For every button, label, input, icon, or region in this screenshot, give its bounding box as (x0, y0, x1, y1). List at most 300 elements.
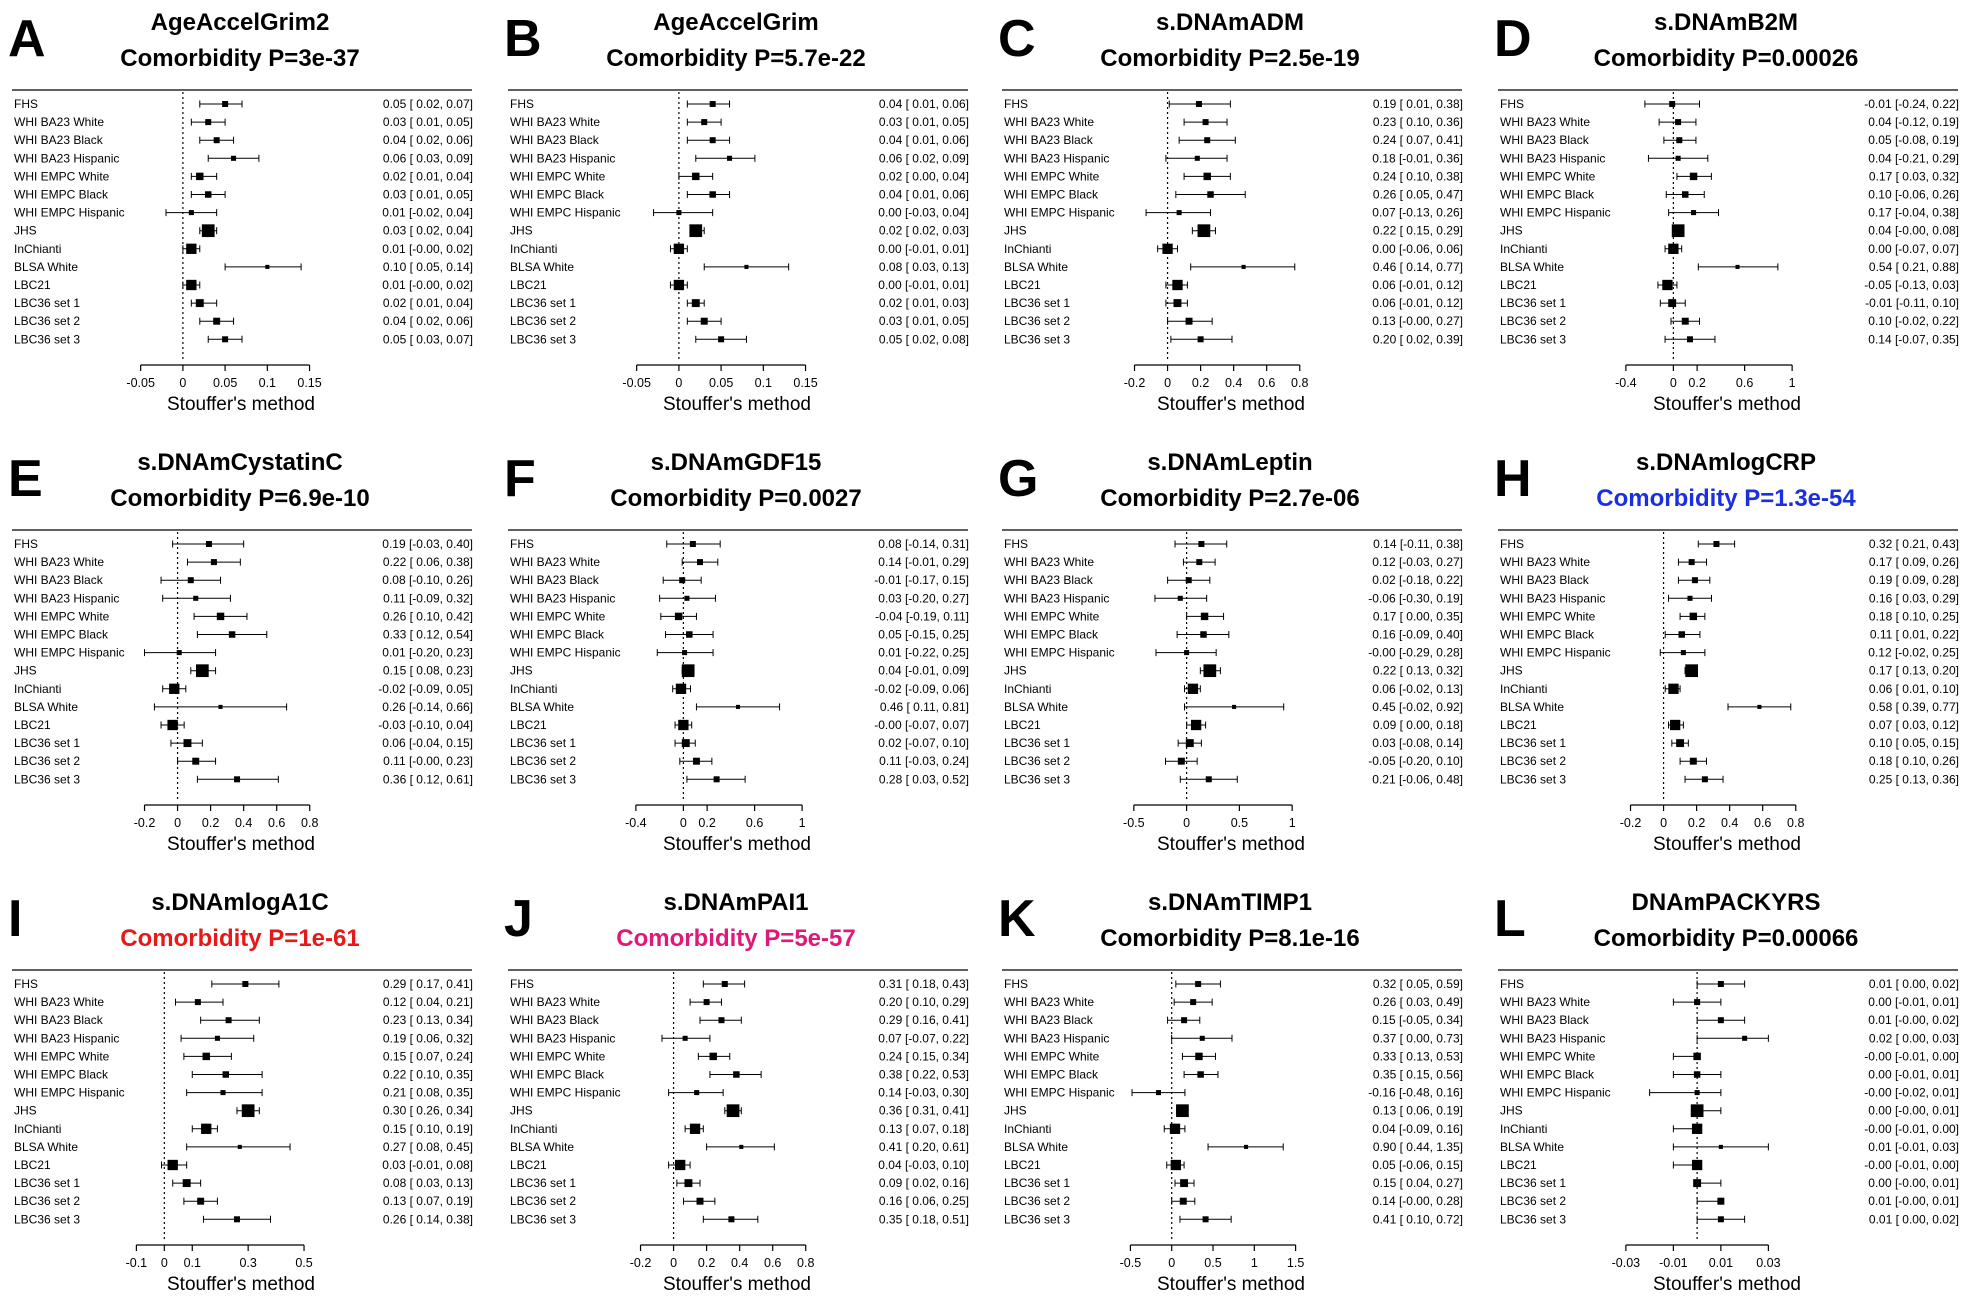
point-estimate (692, 173, 699, 180)
x-tick-label: 0.6 (1754, 816, 1772, 830)
point-estimate (1757, 705, 1761, 709)
x-tick-label: 0.05 (212, 376, 238, 390)
study-label: LBC21 (1500, 1158, 1537, 1172)
study-label: InChianti (1004, 681, 1052, 696)
ci-value-label: -0.06 [-0.30, 0.19] (1368, 591, 1463, 606)
x-tick-label: 0.2 (1688, 376, 1706, 390)
study-label: WHI BA23 Hispanic (1500, 151, 1606, 166)
point-estimate (242, 981, 248, 987)
point-estimate (679, 577, 685, 583)
ci-value-label: 0.11 [-0.00, 0.23] (383, 754, 473, 769)
study-label: LBC36 set 2 (14, 754, 81, 769)
x-tick-label: 0.6 (764, 1256, 782, 1270)
point-estimate (1678, 631, 1684, 637)
study-label: WHI BA23 Hispanic (1004, 591, 1110, 606)
x-tick-label: 0.03 (1756, 1256, 1781, 1270)
ci-value-label: -0.00 [-0.29, 0.28] (1368, 645, 1463, 660)
study-label: BLSA White (1004, 259, 1069, 274)
study-label: LBC36 set 3 (1004, 772, 1071, 787)
panel-title: s.DNAmCystatinC (137, 449, 343, 476)
point-estimate (222, 336, 228, 342)
point-estimate (188, 577, 194, 583)
point-estimate (202, 224, 215, 237)
point-estimate (196, 173, 203, 180)
point-estimate (1718, 981, 1724, 987)
study-label: LBC36 set 1 (14, 296, 81, 311)
ci-value-label: -0.02 [-0.09, 0.06] (874, 681, 969, 696)
study-label: LBC36 set 1 (1004, 296, 1071, 311)
x-tick-label: 0.15 (297, 376, 322, 390)
point-estimate (1718, 1017, 1724, 1023)
ci-value-label: 0.02 [-0.07, 0.10] (878, 736, 969, 751)
ci-value-label: 0.07 [ 0.03, 0.12] (1868, 718, 1959, 732)
study-label: WHI EMPC White (510, 1049, 606, 1064)
x-tick-label: 0.8 (1291, 376, 1309, 390)
study-label: JHS (14, 663, 37, 678)
study-label: FHS (1004, 977, 1028, 991)
ci-value-label: -0.01 [-0.11, 0.10] (1865, 296, 1959, 311)
point-estimate (727, 1104, 740, 1117)
study-label: WHI BA23 Hispanic (510, 1031, 616, 1046)
point-estimate (710, 101, 716, 107)
ci-value-label: -0.16 [-0.48, 0.16] (1368, 1085, 1463, 1100)
x-tick-label: 0 (1164, 376, 1172, 390)
ci-value-label: 0.16 [ 0.06, 0.25] (878, 1194, 969, 1209)
x-tick-label: 0 (174, 816, 182, 830)
point-estimate (1191, 720, 1201, 730)
ci-value-label: 0.01 [-0.02, 0.04] (382, 205, 473, 220)
x-tick-label: -0.4 (1615, 376, 1637, 390)
ci-value-label: 0.02 [ 0.01, 0.04] (382, 296, 473, 311)
ci-value-label: 0.05 [ 0.03, 0.07] (382, 332, 473, 347)
ci-value-label: 0.00 [-0.06, 0.06] (1372, 241, 1463, 256)
panel-f (504, 449, 969, 855)
ci-value-label: 0.46 [ 0.11, 0.81] (879, 699, 969, 714)
ci-value-label: 0.01 [-0.00, 0.02] (382, 278, 473, 292)
panel-subtitle: Comorbidity P=2.5e-19 (1100, 45, 1360, 72)
ci-value-label: 0.12 [-0.02, 0.25] (1868, 645, 1959, 660)
ci-value-label: 0.31 [ 0.18, 0.43] (878, 977, 969, 991)
ci-value-label: 0.02 [ 0.02, 0.03] (878, 223, 969, 238)
study-label: LBC36 set 3 (1004, 332, 1071, 347)
ci-value-label: 0.13 [-0.00, 0.27] (1372, 314, 1463, 329)
point-estimate (222, 101, 228, 107)
study-label: LBC21 (1004, 718, 1041, 732)
x-tick-label: -0.2 (1619, 816, 1642, 830)
point-estimate (220, 1090, 225, 1095)
point-estimate (1198, 336, 1204, 342)
ci-value-label: 0.26 [ 0.03, 0.49] (1372, 995, 1463, 1010)
study-label: WHI BA23 Black (1004, 1013, 1093, 1028)
ci-value-label: 0.03 [ 0.01, 0.05] (878, 115, 969, 130)
panel-title: s.DNAmLeptin (1147, 449, 1313, 476)
point-estimate (1190, 999, 1196, 1005)
study-label: WHI BA23 White (1500, 995, 1591, 1010)
study-label: WHI BA23 Hispanic (1004, 151, 1110, 166)
ci-value-label: 0.00 [-0.01, 0.01] (1868, 995, 1959, 1010)
x-tick-label: 0.1 (183, 1256, 201, 1270)
point-estimate (196, 299, 204, 307)
x-tick-label: 1 (1288, 816, 1296, 830)
ci-value-label: 0.04 [-0.21, 0.29] (1868, 151, 1959, 166)
ci-value-label: 0.03 [ 0.01, 0.05] (878, 314, 969, 329)
point-estimate (709, 191, 715, 197)
point-estimate (1203, 173, 1210, 180)
ci-value-label: 0.22 [ 0.13, 0.32] (1372, 663, 1463, 678)
study-label: WHI BA23 Hispanic (510, 591, 616, 606)
study-label: BLSA White (1004, 1139, 1069, 1154)
ci-value-label: 0.13 [ 0.06, 0.19] (1372, 1103, 1463, 1118)
ci-value-label: 0.22 [ 0.06, 0.38] (382, 555, 473, 570)
study-label: LBC21 (14, 1158, 51, 1172)
point-estimate (217, 613, 224, 620)
point-estimate (1244, 1145, 1248, 1149)
ci-value-label: 0.18 [ 0.10, 0.26] (1868, 754, 1959, 769)
point-estimate (1687, 596, 1692, 601)
ci-value-label: 0.17 [ 0.13, 0.20] (1868, 663, 1959, 678)
ci-value-label: 0.01 [-0.01, 0.03] (1868, 1139, 1959, 1154)
ci-value-label: 0.05 [-0.06, 0.15] (1372, 1158, 1463, 1172)
ci-value-label: 0.36 [ 0.12, 0.61] (382, 772, 473, 787)
panel-letter: G (998, 450, 1039, 508)
x-axis-label: Stouffer's method (167, 394, 315, 415)
ci-value-label: 0.06 [ 0.01, 0.10] (1868, 681, 1959, 696)
study-label: WHI BA23 Black (510, 133, 599, 148)
point-estimate (1200, 631, 1206, 637)
point-estimate (683, 1036, 688, 1041)
point-estimate (693, 758, 700, 765)
ci-value-label: 0.02 [ 0.01, 0.04] (382, 169, 473, 184)
x-tick-label: -0.5 (1123, 816, 1145, 830)
study-label: WHI BA23 White (14, 555, 105, 570)
study-label: JHS (1004, 223, 1027, 238)
point-estimate (1713, 541, 1719, 547)
ci-value-label: 0.05 [ 0.02, 0.07] (382, 97, 473, 111)
point-estimate (1156, 1090, 1161, 1095)
study-label: WHI EMPC Hispanic (1500, 1085, 1611, 1100)
ci-value-label: 0.29 [ 0.17, 0.41] (382, 977, 473, 991)
point-estimate (189, 210, 194, 215)
study-label: WHI EMPC Hispanic (1004, 645, 1115, 660)
point-estimate (1206, 776, 1212, 782)
point-estimate (682, 650, 687, 655)
ci-value-label: -0.01 [-0.24, 0.22] (1864, 97, 1959, 111)
study-label: WHI EMPC Hispanic (14, 205, 125, 220)
study-label: JHS (1500, 1103, 1523, 1118)
study-label: LBC36 set 3 (14, 1212, 81, 1227)
x-tick-label: -0.2 (629, 1256, 652, 1270)
point-estimate (1691, 1104, 1704, 1117)
point-estimate (1196, 101, 1202, 107)
point-estimate (205, 191, 211, 197)
point-estimate (1692, 577, 1698, 583)
ci-value-label: -0.00 [-0.01, 0.00] (1864, 1158, 1959, 1172)
panel-title: s.DNAmADM (1155, 9, 1305, 36)
study-label: LBC21 (14, 718, 51, 732)
study-label: WHI BA23 White (1004, 115, 1095, 130)
ci-value-label: 0.06 [-0.02, 0.13] (1372, 681, 1463, 696)
panel-letter: I (8, 890, 23, 948)
x-tick-label: 0 (679, 816, 687, 830)
x-tick-label: 0.8 (301, 816, 319, 830)
panel-a (8, 9, 473, 415)
x-tick-label: 0.4 (1224, 376, 1243, 390)
study-label: WHI EMPC White (510, 169, 606, 184)
x-tick-label: 0.2 (1191, 376, 1210, 390)
ci-value-label: 0.15 [ 0.10, 0.19] (382, 1121, 473, 1136)
panel-e (8, 449, 473, 855)
ci-value-label: 0.07 [-0.13, 0.26] (1372, 205, 1463, 220)
point-estimate (675, 613, 682, 620)
x-tick-label: 0.5 (295, 1256, 313, 1270)
study-label: WHI BA23 White (510, 995, 601, 1010)
panel-letter: D (1494, 10, 1532, 68)
study-label: JHS (510, 663, 533, 678)
ci-value-label: 0.26 [ 0.10, 0.42] (382, 609, 473, 624)
ci-value-label: 0.04 [-0.09, 0.16] (1372, 1121, 1463, 1136)
point-estimate (206, 541, 212, 547)
ci-value-label: -0.00 [-0.02, 0.01] (1864, 1085, 1959, 1100)
ci-value-label: 0.10 [-0.06, 0.26] (1868, 187, 1959, 202)
ci-value-label: 0.10 [-0.02, 0.22] (1868, 314, 1959, 329)
point-estimate (1668, 684, 1678, 694)
study-label: LBC36 set 2 (1500, 314, 1567, 329)
ci-value-label: 0.15 [ 0.07, 0.24] (382, 1049, 473, 1064)
study-label: WHI EMPC Black (510, 1067, 605, 1082)
study-label: LBC36 set 2 (14, 314, 81, 329)
study-label: WHI BA23 White (14, 115, 105, 130)
point-estimate (1694, 1071, 1700, 1077)
study-label: WHI BA23 Hispanic (1500, 591, 1606, 606)
panel-title: AgeAccelGrim2 (150, 9, 330, 36)
ci-value-label: 0.03 [-0.20, 0.27] (878, 591, 969, 606)
study-label: LBC36 set 3 (510, 332, 577, 347)
study-label: BLSA White (510, 1139, 575, 1154)
ci-value-label: 0.08 [ 0.03, 0.13] (878, 259, 969, 274)
ci-value-label: 0.06 [-0.01, 0.12] (1372, 296, 1463, 311)
study-label: WHI EMPC White (14, 1049, 110, 1064)
study-label: WHI EMPC Hispanic (1500, 645, 1611, 660)
study-label: LBC36 set 1 (510, 296, 577, 311)
ci-value-label: 0.06 [ 0.03, 0.09] (382, 151, 473, 166)
x-tick-label: -0.1 (125, 1256, 148, 1270)
study-label: JHS (1500, 223, 1523, 238)
study-label: WHI EMPC Hispanic (1004, 205, 1115, 220)
point-estimate (1195, 981, 1201, 987)
point-estimate (1693, 1053, 1700, 1060)
x-tick-label: 0 (1660, 816, 1668, 830)
study-label: BLSA White (14, 259, 79, 274)
x-axis-label: Stouffer's method (1653, 834, 1801, 855)
study-label: FHS (14, 537, 38, 551)
study-label: LBC36 set 2 (1004, 1194, 1071, 1209)
point-estimate (1692, 1160, 1702, 1170)
ci-value-label: 0.05 [ 0.02, 0.08] (878, 332, 969, 347)
x-tick-label: -0.5 (1119, 1256, 1142, 1270)
study-label: LBC36 set 2 (510, 314, 577, 329)
point-estimate (1184, 650, 1189, 655)
point-estimate (226, 1017, 232, 1023)
panel-title: s.DNAmTIMP1 (1147, 889, 1313, 916)
point-estimate (684, 1179, 692, 1187)
study-label: InChianti (14, 681, 62, 696)
ci-value-label: 0.10 [ 0.05, 0.14] (382, 259, 473, 274)
study-label: WHI EMPC Black (1500, 187, 1595, 202)
x-tick-label: -0.03 (1611, 1256, 1641, 1270)
ci-value-label: 0.13 [ 0.07, 0.18] (878, 1121, 969, 1136)
x-tick-label: 0 (670, 1256, 678, 1270)
point-estimate (1681, 650, 1686, 655)
point-estimate (678, 720, 688, 730)
x-tick-label: 0.3 (239, 1256, 257, 1270)
study-label: WHI EMPC White (1500, 169, 1596, 184)
study-label: JHS (510, 223, 533, 238)
panel-title: s.DNAmPAI1 (663, 889, 809, 916)
point-estimate (1178, 758, 1185, 765)
point-estimate (676, 684, 686, 694)
study-label: InChianti (1004, 1121, 1052, 1136)
study-label: LBC36 set 1 (1004, 1176, 1071, 1191)
ci-value-label: 0.25 [ 0.13, 0.36] (1868, 772, 1959, 787)
ci-value-label: -0.01 [-0.17, 0.15] (874, 573, 969, 588)
study-label: LBC21 (1004, 1158, 1041, 1172)
point-estimate (195, 999, 201, 1005)
panel-title: s.DNAmGDF15 (650, 449, 822, 476)
ci-value-label: -0.03 [-0.10, 0.04] (378, 718, 473, 732)
study-label: JHS (14, 223, 37, 238)
study-label: LBC21 (14, 278, 51, 292)
point-estimate (1180, 1179, 1188, 1187)
point-estimate (674, 244, 684, 254)
x-tick-label: 0 (1168, 1256, 1176, 1270)
study-label: LBC21 (1004, 278, 1041, 292)
study-label: WHI EMPC White (14, 169, 110, 184)
ci-value-label: 0.20 [ 0.10, 0.29] (878, 995, 969, 1010)
panel-g (998, 449, 1463, 855)
point-estimate (215, 1036, 220, 1041)
point-estimate (1197, 1071, 1203, 1077)
point-estimate (1669, 101, 1675, 107)
ci-value-label: 0.46 [ 0.14, 0.77] (1372, 259, 1463, 274)
x-axis-label: Stouffer's method (1157, 394, 1305, 415)
point-estimate (1690, 758, 1697, 765)
study-label: InChianti (1500, 681, 1548, 696)
study-label: InChianti (1500, 1121, 1548, 1136)
panel-letter: H (1494, 450, 1532, 508)
point-estimate (1204, 137, 1210, 143)
x-tick-label: 0.6 (1258, 376, 1276, 390)
ci-value-label: 0.03 [-0.01, 0.08] (382, 1158, 473, 1172)
point-estimate (205, 119, 211, 125)
study-label: LBC36 set 1 (1500, 1176, 1567, 1191)
ci-value-label: 0.08 [ 0.03, 0.13] (382, 1176, 473, 1191)
x-tick-label: 1 (798, 816, 806, 830)
point-estimate (1676, 137, 1682, 143)
point-estimate (223, 1071, 229, 1077)
study-label: LBC36 set 2 (1500, 1194, 1567, 1209)
ci-value-label: 0.12 [-0.03, 0.27] (1372, 555, 1463, 570)
study-label: BLSA White (1500, 1139, 1565, 1154)
point-estimate (1691, 210, 1696, 215)
point-estimate (186, 244, 196, 254)
study-label: InChianti (510, 1121, 558, 1136)
ci-value-label: 0.24 [ 0.15, 0.34] (878, 1049, 969, 1064)
study-label: FHS (14, 97, 38, 111)
x-tick-label: 0.5 (1204, 1256, 1222, 1270)
ci-value-label: 0.38 [ 0.22, 0.53] (878, 1067, 969, 1082)
point-estimate (265, 265, 269, 269)
ci-value-label: -0.00 [-0.07, 0.07] (874, 718, 969, 732)
point-estimate (1668, 244, 1678, 254)
x-tick-label: 0.2 (201, 816, 220, 830)
point-estimate (211, 559, 217, 565)
point-estimate (1695, 1090, 1700, 1095)
point-estimate (1195, 1053, 1202, 1060)
ci-value-label: 0.36 [ 0.31, 0.41] (878, 1103, 969, 1118)
panel-subtitle: Comorbidity P=5.7e-22 (606, 45, 866, 72)
point-estimate (718, 336, 724, 342)
x-tick-label: 0.2 (697, 1256, 716, 1270)
panel-j (504, 889, 969, 1295)
x-tick-label: 0 (179, 376, 187, 390)
point-estimate (183, 1179, 191, 1187)
study-label: WHI EMPC White (1500, 609, 1596, 624)
ci-value-label: 0.19 [ 0.06, 0.32] (382, 1031, 473, 1046)
ci-value-label: 0.15 [ 0.04, 0.27] (1372, 1176, 1463, 1191)
ci-value-label: 0.21 [-0.06, 0.48] (1372, 772, 1463, 787)
point-estimate (213, 318, 220, 325)
study-label: WHI BA23 White (1500, 115, 1591, 130)
ci-value-label: 0.30 [ 0.26, 0.34] (382, 1103, 473, 1118)
study-label: InChianti (510, 241, 558, 256)
ci-value-label: 0.14 [-0.03, 0.30] (878, 1085, 969, 1100)
x-axis-label: Stouffer's method (167, 1274, 315, 1295)
study-label: FHS (1004, 97, 1028, 111)
panel-title: DNAmPACKYRS (1631, 889, 1821, 916)
study-label: WHI BA23 Black (14, 133, 103, 148)
study-label: JHS (1004, 663, 1027, 678)
ci-value-label: 0.90 [ 0.44, 1.35] (1372, 1139, 1463, 1154)
point-estimate (694, 1090, 699, 1095)
ci-value-label: 0.04 [-0.01, 0.09] (878, 663, 969, 678)
ci-value-label: 0.24 [ 0.10, 0.38] (1372, 169, 1463, 184)
x-tick-label: 0.2 (1687, 816, 1706, 830)
study-label: InChianti (14, 1121, 62, 1136)
ci-value-label: 0.20 [ 0.02, 0.39] (1372, 332, 1463, 347)
point-estimate (1162, 244, 1172, 254)
panel-letter: L (1494, 890, 1526, 948)
point-estimate (1735, 265, 1739, 269)
x-axis-label: Stouffer's method (1157, 1274, 1305, 1295)
point-estimate (739, 1145, 743, 1149)
study-label: LBC36 set 1 (510, 1176, 577, 1191)
point-estimate (1172, 280, 1182, 290)
x-tick-label: 0 (1183, 816, 1191, 830)
study-label: BLSA White (510, 699, 575, 714)
ci-value-label: -0.00 [-0.01, 0.00] (1864, 1121, 1959, 1136)
x-tick-label: 0.4 (1720, 816, 1739, 830)
point-estimate (675, 1160, 685, 1170)
study-label: LBC36 set 1 (14, 1176, 81, 1191)
ci-value-label: 0.03 [-0.08, 0.14] (1372, 736, 1463, 751)
point-estimate (1177, 210, 1182, 215)
point-estimate (1672, 224, 1685, 237)
panel-title: s.DNAmlogCRP (1635, 449, 1817, 476)
panel-c (998, 9, 1463, 415)
point-estimate (238, 1145, 242, 1149)
point-estimate (1203, 119, 1209, 125)
x-tick-label: -0.2 (133, 816, 156, 830)
